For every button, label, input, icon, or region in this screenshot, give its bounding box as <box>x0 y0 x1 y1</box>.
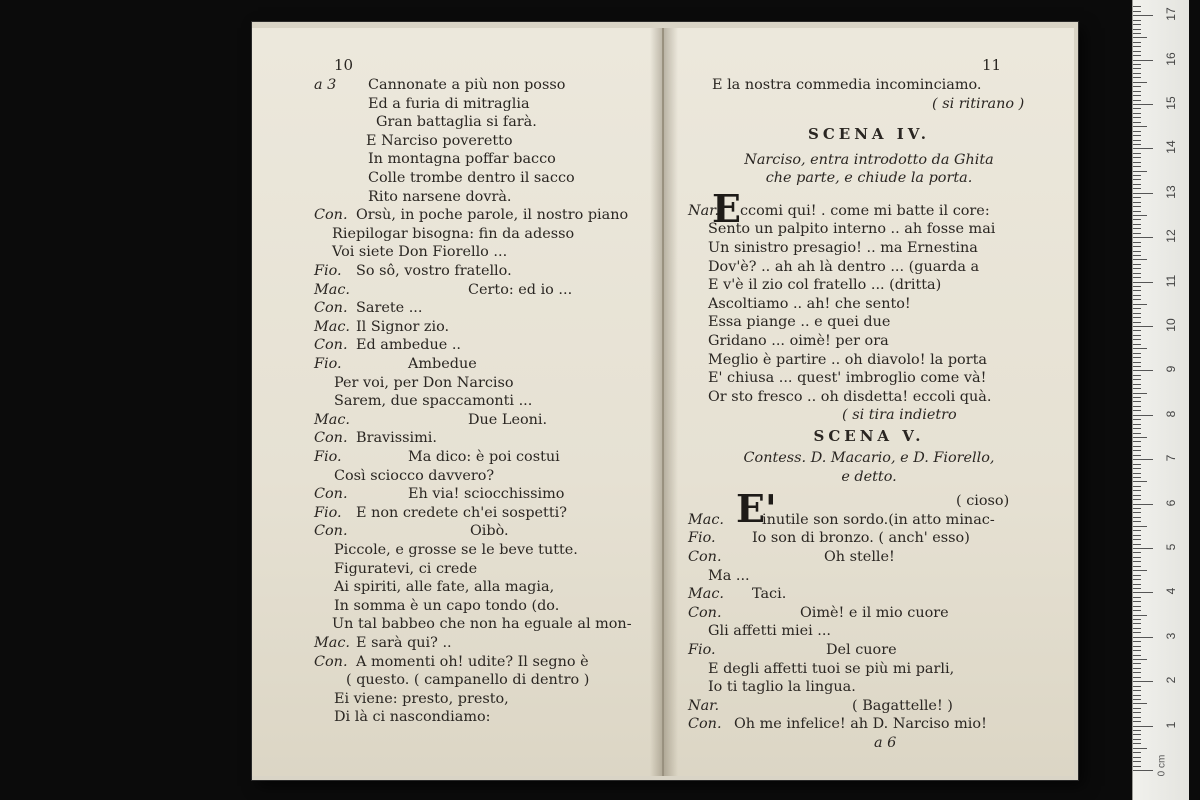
left-text-line: Oibò. <box>470 523 509 540</box>
ruler-tick <box>1133 224 1141 225</box>
ruler-tick <box>1133 51 1141 52</box>
right-text-line: ( cioso) <box>956 493 1010 510</box>
right-text-line: Dov'è? .. ah ah là dentro ... (guarda a <box>708 258 980 275</box>
ruler-tick <box>1133 632 1141 633</box>
stage-direction: ( si tira indietro <box>842 407 957 424</box>
ruler-tick <box>1133 60 1153 61</box>
ruler-tick <box>1133 766 1141 767</box>
left-text-line: Eh via! sciocchissimo <box>408 486 565 503</box>
ruler-tick <box>1133 433 1141 434</box>
left-text-line: Per voi, per Don Narciso <box>334 374 514 391</box>
right-speaker: Nar. <box>688 202 720 219</box>
scene-heading: SCENA V. <box>813 427 925 445</box>
ruler-tick <box>1133 637 1153 638</box>
ruler-tick <box>1133 468 1141 469</box>
ruler-tick <box>1133 268 1141 269</box>
ruler-tick <box>1133 517 1141 518</box>
ruler-tick <box>1133 428 1141 429</box>
ruler-tick <box>1133 113 1141 114</box>
ruler-tick <box>1133 646 1141 647</box>
ruler-tick <box>1133 384 1141 385</box>
ruler-tick <box>1133 615 1147 616</box>
ruler-tick <box>1133 370 1153 371</box>
ruler-tick <box>1133 695 1141 696</box>
ruler-tick <box>1133 353 1141 354</box>
ruler-tick <box>1133 424 1141 425</box>
ruler-tick <box>1133 752 1141 753</box>
ruler-number: 10 <box>1164 318 1178 332</box>
ruler-tick <box>1133 215 1147 216</box>
right-text-line: inutile son sordo.(in atto minac- <box>762 511 995 528</box>
ruler-tick <box>1133 86 1141 87</box>
ruler-tick <box>1133 566 1141 567</box>
right-text-line: Ma ... <box>708 567 750 584</box>
right-speaker: Fio. <box>688 530 716 547</box>
left-text-line: Piccole, e grosse se le beve tutte. <box>334 542 578 558</box>
ruler-tick <box>1133 255 1141 256</box>
ruler-tick <box>1133 188 1141 189</box>
stage-direction: ( si ritirano ) <box>932 95 1025 112</box>
ruler-tick <box>1133 157 1141 158</box>
ruler-tick <box>1133 348 1147 349</box>
ruler-tick <box>1133 175 1141 176</box>
left-speaker: Con. <box>314 523 348 540</box>
ruler-tick <box>1133 277 1141 278</box>
ruler-tick <box>1133 46 1141 47</box>
ruler-tick <box>1133 415 1153 416</box>
ruler-tick <box>1133 623 1141 624</box>
ruler-tick <box>1133 246 1141 247</box>
left-text-line: Sarete ... <box>356 300 423 317</box>
left-text-line: E Narciso poveretto <box>366 132 513 149</box>
left-speaker: Con. <box>314 486 348 503</box>
left-text-line: Gran battaglia si farà. <box>376 114 537 131</box>
left-speaker: a 3 <box>314 77 337 93</box>
ruler-tick <box>1133 179 1141 180</box>
ruler-number: 4 <box>1164 588 1178 595</box>
ruler-tick <box>1133 339 1141 340</box>
left-text-line: In somma è un capo tondo (do. <box>334 597 560 614</box>
ruler-tick <box>1133 357 1141 358</box>
measuring-ruler <box>1132 0 1189 800</box>
ruler-tick <box>1133 153 1141 154</box>
ruler-tick <box>1133 273 1141 274</box>
ruler-tick <box>1133 322 1141 323</box>
drop-cap: E' <box>736 486 777 532</box>
ruler-tick <box>1133 455 1141 456</box>
right-text-line: E degli affetti tuoi se più mi parli, <box>708 660 955 677</box>
ruler-tick <box>1133 379 1141 380</box>
ruler-tick <box>1133 228 1141 229</box>
ruler-tick <box>1133 108 1141 109</box>
ruler-number: 5 <box>1164 543 1178 551</box>
ruler-tick <box>1133 441 1141 442</box>
ruler-tick <box>1133 686 1141 687</box>
ruler-tick <box>1133 726 1153 727</box>
ruler-tick <box>1133 313 1141 314</box>
left-speaker: Mac. <box>314 281 350 298</box>
ruler-tick <box>1133 526 1147 527</box>
ruler-tick <box>1133 406 1141 407</box>
ruler-tick <box>1133 650 1141 651</box>
ruler-tick <box>1133 588 1141 589</box>
ruler-tick <box>1133 681 1153 682</box>
left-text-line: Figuratevi, ci crede <box>334 560 478 577</box>
right-text-line: Io ti taglio la lingua. <box>708 679 856 696</box>
right-text-line: Oh stelle! <box>824 549 895 565</box>
ruler-unit-label: 0 cm <box>1156 754 1168 777</box>
ruler-tick <box>1133 11 1141 12</box>
ruler-tick <box>1133 490 1141 491</box>
ruler-tick <box>1133 730 1141 731</box>
left-text-line: E non credete ch'ei sospetti? <box>356 504 567 521</box>
ruler-tick <box>1133 219 1141 220</box>
ruler-tick <box>1133 304 1147 305</box>
ruler-tick <box>1133 561 1141 562</box>
left-speaker: Mac. <box>314 318 350 335</box>
ruler-tick <box>1133 6 1141 7</box>
ruler-tick <box>1133 326 1153 327</box>
right-text-line: ( Bagattelle! ) <box>852 697 953 714</box>
ruler-number: 14 <box>1164 140 1178 155</box>
ruler-tick <box>1133 601 1141 602</box>
ruler-number: 16 <box>1164 51 1178 66</box>
ruler-tick <box>1133 68 1141 69</box>
right-text-line: Gridano ... oimè! per ora <box>708 333 889 349</box>
ruler-number: 17 <box>1164 7 1178 21</box>
right-text-line: E la nostra commedia incominciamo. <box>712 77 982 93</box>
ruler-tick <box>1133 539 1141 540</box>
right-text-line: Un sinistro presagio! .. ma Ernestina <box>708 240 978 256</box>
ruler-tick <box>1133 15 1153 16</box>
drop-cap: E <box>712 185 741 231</box>
ruler-tick <box>1133 628 1141 629</box>
right-text-line: Gli affetti miei ... <box>708 623 832 640</box>
ruler-tick <box>1133 712 1141 713</box>
ruler-tick <box>1133 91 1141 92</box>
ruler-tick <box>1133 552 1141 553</box>
ruler-tick <box>1133 366 1141 367</box>
ruler-tick <box>1133 104 1153 105</box>
ruler-number: 6 <box>1164 499 1178 506</box>
scene-direction: che parte, e chiude la porta. <box>765 170 973 187</box>
left-text-line: So sô, vostro fratello. <box>356 263 512 279</box>
ruler-tick <box>1133 659 1147 660</box>
ruler-tick <box>1133 126 1147 127</box>
right-text-line: Oh me infelice! ah D. Narciso mio! <box>734 716 987 733</box>
ruler-tick <box>1133 450 1141 451</box>
ruler-tick <box>1133 499 1141 500</box>
ruler-tick <box>1133 708 1141 709</box>
right-text-line: ccomi qui! . come mi batte il core: <box>740 202 990 219</box>
ruler-tick <box>1133 486 1141 487</box>
ruler-tick <box>1133 734 1141 735</box>
left-text-line: Due Leoni. <box>468 411 548 428</box>
right-text-line: Ascoltiamo .. ah! che sento! <box>708 295 911 312</box>
ruler-tick <box>1133 55 1141 56</box>
right-text-line: Del cuore <box>826 642 897 658</box>
ruler-tick <box>1133 330 1141 331</box>
ruler-tick <box>1133 317 1141 318</box>
left-speaker: Con. <box>314 300 348 317</box>
right-page-number: 11 <box>982 56 1002 74</box>
left-text-line: Riepilogar bisogna: fin da adesso <box>332 225 575 242</box>
ruler-tick <box>1133 171 1147 172</box>
ruler-tick <box>1133 29 1141 30</box>
left-speaker: Fio. <box>314 263 342 279</box>
ruler-tick <box>1133 393 1147 394</box>
right-speaker: Con. <box>688 549 722 565</box>
ruler-tick <box>1133 757 1141 758</box>
ruler-number: 1 <box>1164 721 1178 728</box>
ruler-tick <box>1133 37 1147 38</box>
left-speaker: Fio. <box>314 449 342 465</box>
right-speaker: Nar. <box>688 697 720 714</box>
ruler-tick <box>1133 259 1147 260</box>
ruler-tick <box>1133 419 1141 420</box>
ruler-tick <box>1133 512 1141 513</box>
scene-heading: SCENA IV. <box>807 124 931 143</box>
right-page <box>664 28 1074 776</box>
ruler-tick <box>1133 131 1141 132</box>
ruler-number: 2 <box>1164 676 1178 684</box>
ruler-tick <box>1133 410 1141 411</box>
ruler-tick <box>1133 672 1141 673</box>
left-text-line: In montagna poffar bacco <box>368 151 556 168</box>
ruler-tick <box>1133 388 1141 389</box>
left-text-line: Ambedue <box>408 356 477 372</box>
ruler-number: 13 <box>1164 185 1178 199</box>
ruler-tick <box>1133 481 1147 482</box>
ruler-tick <box>1133 739 1141 740</box>
ruler-tick <box>1133 548 1153 549</box>
ruler-tick <box>1133 95 1141 96</box>
ruler-tick <box>1133 508 1141 509</box>
ruler-tick <box>1133 743 1141 744</box>
ruler-tick <box>1133 717 1141 718</box>
left-text-line: Rito narsene dovrà. <box>368 188 512 205</box>
ruler-tick <box>1133 721 1141 722</box>
catchword: a 6 <box>874 735 897 751</box>
ruler-number: 8 <box>1164 410 1178 418</box>
ruler-tick <box>1133 100 1141 101</box>
ruler-tick <box>1133 335 1141 336</box>
ruler-tick <box>1133 122 1141 123</box>
ruler-tick <box>1133 233 1141 234</box>
ruler-tick <box>1133 597 1141 598</box>
scene-direction: Narciso, entra introdotto da Ghita <box>744 151 994 168</box>
left-text-line: Il Signor zio. <box>356 318 450 335</box>
ruler-tick <box>1133 148 1153 149</box>
ruler-tick <box>1133 535 1141 536</box>
left-text-line: Orsù, in poche parole, il nostro piano <box>356 207 629 224</box>
ruler-tick <box>1133 162 1141 163</box>
right-text-line: Sento un palpito interno .. ah fosse mai <box>708 221 996 238</box>
scene-direction: e detto. <box>841 468 897 485</box>
ruler-tick <box>1133 459 1153 460</box>
ruler-tick <box>1133 264 1141 265</box>
ruler-tick <box>1133 140 1141 141</box>
ruler-tick <box>1133 237 1153 238</box>
ruler-tick <box>1133 663 1141 664</box>
left-text-line: Di là ci nascondiamo: <box>334 709 491 726</box>
ruler-number: 3 <box>1164 632 1178 640</box>
ruler-tick <box>1133 144 1141 145</box>
left-page <box>252 28 664 776</box>
left-text-line: Ed a furia di mitraglia <box>368 95 530 112</box>
ruler-tick <box>1133 677 1141 678</box>
right-text-line: Taci. <box>752 586 787 603</box>
ruler-tick <box>1133 592 1153 593</box>
ruler-tick <box>1133 619 1141 620</box>
left-text-line: Un tal babbeo che non ha eguale al mon- <box>332 616 632 633</box>
ruler-tick <box>1133 117 1141 118</box>
left-page-number: 10 <box>334 56 354 74</box>
left-speaker: Fio. <box>314 504 342 521</box>
ruler-tick <box>1133 135 1141 136</box>
left-text-line: Colle trombe dentro il sacco <box>368 170 575 186</box>
ruler-tick <box>1133 251 1141 252</box>
ruler-tick <box>1133 242 1141 243</box>
ruler-number: 9 <box>1164 366 1178 373</box>
right-text-line: E' chiusa ... quest' imbroglio come và! <box>708 370 987 387</box>
left-text-line: Ma dico: è poi costui <box>408 449 560 465</box>
right-text-line: E v'è il zio col fratello ... (dritta) <box>708 277 942 294</box>
left-text-line: Cannonate a più non posso <box>368 77 566 93</box>
ruler-tick <box>1133 299 1141 300</box>
right-text-line: Io son di bronzo. ( anch' esso) <box>752 530 970 547</box>
ruler-tick <box>1133 690 1141 691</box>
ruler-tick <box>1133 375 1141 376</box>
ruler-tick <box>1133 544 1141 545</box>
ruler-tick <box>1133 495 1141 496</box>
ruler-tick <box>1133 33 1141 34</box>
ruler-tick <box>1133 748 1147 749</box>
left-speaker: Mac. <box>314 411 350 428</box>
left-text-line: Ai spiriti, alle fate, alla magia, <box>334 579 555 596</box>
right-speaker: Fio. <box>688 642 716 658</box>
ruler-number: 11 <box>1164 274 1178 287</box>
ruler-tick <box>1133 206 1141 207</box>
right-text-line: Meglio è partire .. oh diavolo! la porta <box>708 351 987 368</box>
ruler-tick <box>1133 530 1141 531</box>
ruler-tick <box>1133 82 1147 83</box>
ruler-number: 7 <box>1164 454 1178 462</box>
right-speaker: Con. <box>688 604 722 621</box>
left-text-line: Bravissimi. <box>356 430 437 447</box>
left-text-line: Voi siete Don Fiorello ... <box>332 244 508 261</box>
ruler-tick <box>1133 73 1141 74</box>
ruler-tick <box>1133 64 1141 65</box>
ruler-tick <box>1133 473 1141 474</box>
right-speaker: Con. <box>688 716 722 733</box>
ruler-tick <box>1133 77 1141 78</box>
ruler-tick <box>1133 24 1141 25</box>
left-text-line: E sarà qui? .. <box>356 635 452 651</box>
ruler-tick <box>1133 584 1141 585</box>
left-speaker: Con. <box>314 207 348 224</box>
ruler-tick <box>1133 282 1153 283</box>
left-speaker: Fio. <box>314 356 342 372</box>
ruler-tick <box>1133 579 1141 580</box>
ruler-number: 12 <box>1164 229 1178 243</box>
ruler-tick <box>1133 641 1141 642</box>
ruler-tick <box>1133 477 1141 478</box>
ruler-tick <box>1133 397 1141 398</box>
left-text-line: Certo: ed io ... <box>468 281 573 298</box>
left-speaker: Con. <box>314 430 348 447</box>
ruler-tick <box>1133 610 1141 611</box>
ruler-tick <box>1133 42 1141 43</box>
ruler-tick <box>1133 286 1141 287</box>
ruler-tick <box>1133 446 1141 447</box>
right-text-line: Essa piange .. e quei due <box>708 314 891 331</box>
ruler-tick <box>1133 344 1141 345</box>
ruler-tick <box>1133 557 1141 558</box>
ruler-tick <box>1133 193 1153 194</box>
ruler-tick <box>1133 703 1147 704</box>
left-text-line: A momenti oh! udite? Il segno è <box>356 653 589 670</box>
right-speaker: Mac. <box>688 586 724 603</box>
ruler-tick <box>1133 290 1141 291</box>
ruler-tick <box>1133 308 1141 309</box>
ruler-tick <box>1133 295 1141 296</box>
ruler-tick <box>1133 570 1147 571</box>
left-text-line: ( questo. ( campanello di dentro ) <box>346 672 590 689</box>
ruler-tick <box>1133 211 1141 212</box>
ruler-tick <box>1133 197 1141 198</box>
ruler-tick <box>1133 202 1141 203</box>
right-text-line: Or sto fresco .. oh disdetta! eccoli quà. <box>708 388 992 405</box>
left-text-line: Così sciocco davvero? <box>334 467 495 484</box>
ruler-tick <box>1133 184 1141 185</box>
ruler-tick <box>1133 668 1141 669</box>
ruler-tick <box>1133 606 1141 607</box>
right-speaker: Mac. <box>688 511 724 528</box>
ruler-tick <box>1133 699 1141 700</box>
ruler-tick <box>1133 437 1147 438</box>
ruler-tick <box>1133 770 1153 771</box>
left-speaker: Con. <box>314 653 348 670</box>
ruler-tick <box>1133 521 1141 522</box>
ruler-tick <box>1133 362 1141 363</box>
ruler-tick <box>1133 655 1141 656</box>
ruler-tick <box>1133 401 1141 402</box>
ruler-tick <box>1133 504 1153 505</box>
ruler-tick <box>1133 761 1141 762</box>
left-text-line: Sarem, due spaccamonti ... <box>334 393 533 410</box>
ruler-tick <box>1133 166 1141 167</box>
left-speaker: Mac. <box>314 635 350 651</box>
right-text-line: Oimè! e il mio cuore <box>800 604 949 621</box>
ruler-tick <box>1133 575 1141 576</box>
ruler-number: 15 <box>1164 96 1178 110</box>
ruler-tick <box>1133 20 1141 21</box>
left-speaker: Con. <box>314 337 348 354</box>
left-text-line: Ei viene: presto, presto, <box>334 690 509 707</box>
ruler-tick <box>1133 464 1141 465</box>
left-text-line: Ed ambedue .. <box>356 337 461 354</box>
scene-direction: Contess. D. Macario, e D. Fiorello, <box>743 450 995 466</box>
